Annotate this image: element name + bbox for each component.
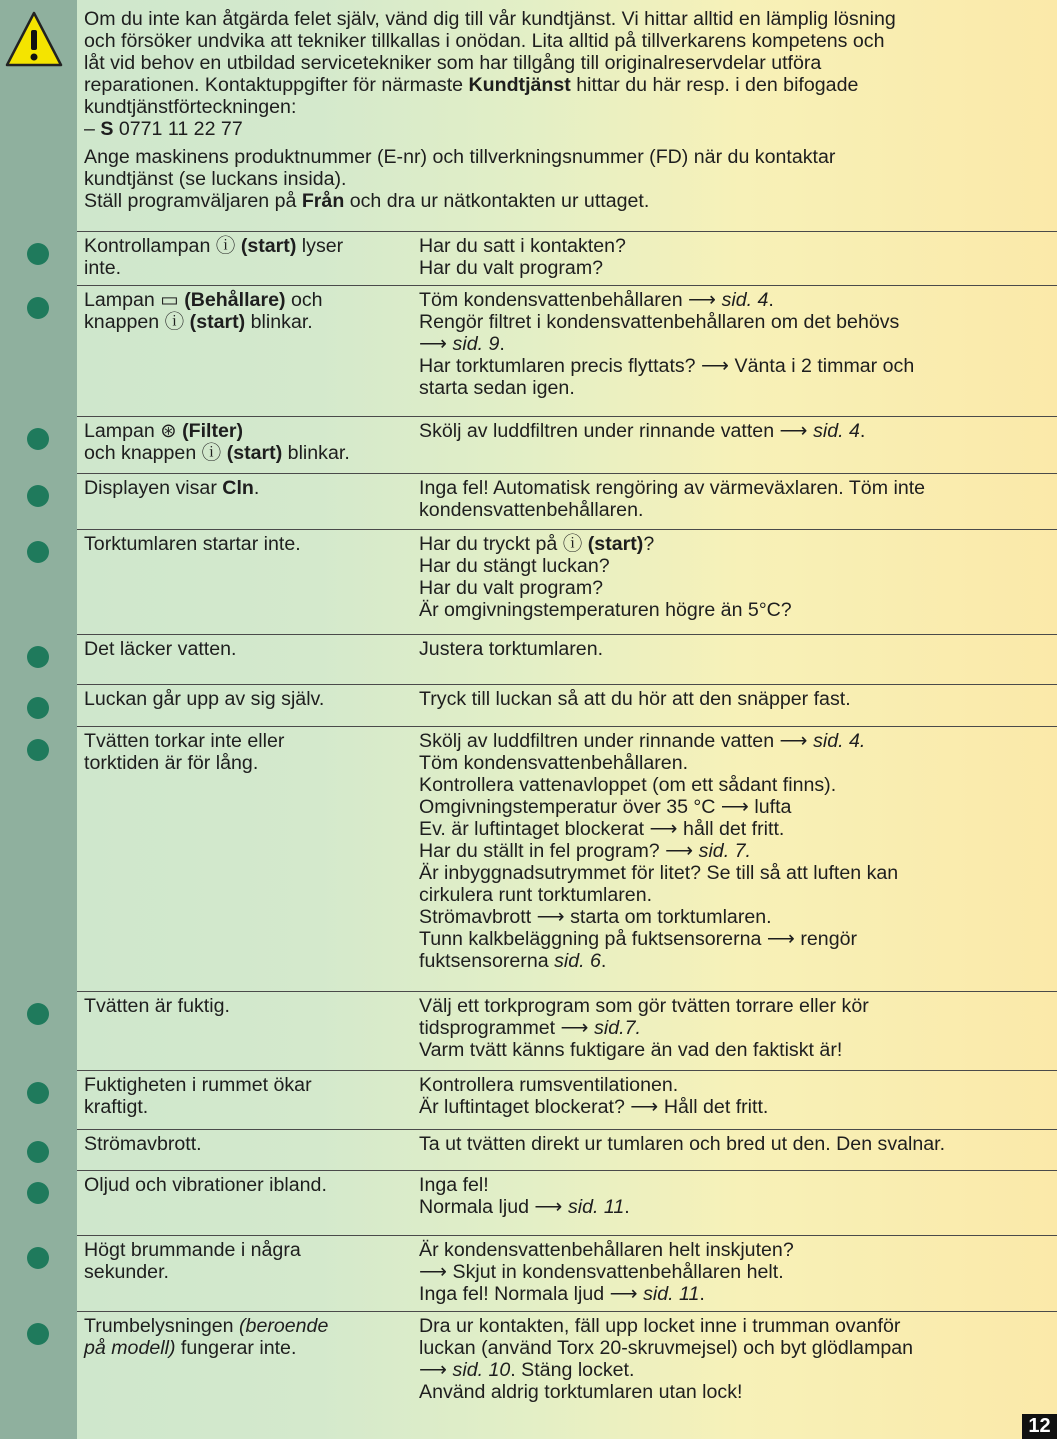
table-row (77, 1170, 1057, 1236)
bullet-dot (27, 1323, 49, 1345)
table-row (77, 285, 1057, 417)
solution-cell: Välj ett torkprogram som gör tvätten torrare eller kör tidsprogrammet ⟶ sid.7. Varm tvätt känns fuktigare än vad den faktiskt är! (419, 995, 869, 1061)
problem-cell: Torktumlaren startar inte. (84, 533, 301, 555)
problem-cell: Oljud och vibrationer ibland. (84, 1174, 327, 1196)
intro-line: Ange maskinens produktnummer (E-nr) och tillverkningsnummer (FD) när du kontaktar (84, 146, 836, 168)
solution-cell: Töm kondensvattenbehållaren ⟶ sid. 4. Rengör filtret i kondensvattenbehållaren om det behövs ⟶ sid. 9. Har torktumlaren precis flyttats? ⟶ Vänta i 2 timmar och starta sedan igen. (419, 289, 915, 399)
problem-cell: Trumbelysningen (beroende på modell) fungerar inte. (84, 1315, 329, 1359)
solution-cell: Justera torktumlaren. (419, 638, 604, 660)
bullet-dot (27, 428, 49, 450)
bullet-dot (27, 297, 49, 319)
table-row (77, 1235, 1057, 1312)
bullet-dot (27, 485, 49, 507)
phone-number: – S 0771 11 22 77 (84, 118, 243, 140)
bullet-dot (27, 697, 49, 719)
table-row (77, 473, 1057, 530)
problem-cell: Fuktigheten i rummet ökar kraftigt. (84, 1074, 312, 1118)
table-row (77, 1070, 1057, 1130)
table-row (77, 684, 1057, 727)
problem-cell: Luckan går upp av sig själv. (84, 688, 325, 710)
intro-line: låt vid behov en utbildad servicetekniker som har tillgång till originalreservdelar utföra (84, 52, 822, 74)
problem-cell: Displayen visar Cln. (84, 477, 260, 499)
solution-cell: Tryck till luckan så att du hör att den snäpper fast. (419, 688, 851, 710)
table-row (77, 416, 1057, 474)
table-row (77, 634, 1057, 685)
table-row (77, 1311, 1057, 1440)
table-row (77, 991, 1057, 1071)
bullet-dot (27, 739, 49, 761)
intro-text (84, 8, 1052, 212)
table-row (77, 529, 1057, 635)
intro-line: och försöker undvika att tekniker tillkallas i onödan. Lita alltid på tillverkarens kompetens och (84, 30, 885, 52)
bullet-dot (27, 1082, 49, 1104)
problem-cell: Lampan ⊛ (Filter) och knappen ⓘ (start) blinkar. (84, 420, 350, 464)
solution-cell: Har du satt i kontakten? Har du valt program? (419, 235, 626, 279)
sidebar-strip (0, 0, 77, 1439)
solution-cell: Dra ur kontakten, fäll upp locket inne i trumman ovanför luckan (använd Torx 20-skruvmejsel) och byt glödlampan ⟶ sid. 10. Stäng locket. Använd aldrig torktumlaren utan lock! (419, 1315, 914, 1403)
bullet-dot (27, 1141, 49, 1163)
table-row (77, 726, 1057, 992)
table-row (77, 231, 1057, 286)
problem-cell: Tvätten torkar inte eller torktiden är för lång. (84, 730, 285, 774)
solution-cell: Skölj av luddfiltren under rinnande vatten ⟶ sid. 4. (419, 420, 866, 442)
solution-cell: Inga fel! Automatisk rengöring av värmeväxlaren. Töm inte kondensvattenbehållaren. (419, 477, 926, 521)
solution-cell: Kontrollera rumsventilationen. Är luftintaget blockerat? ⟶ Håll det fritt. (419, 1074, 769, 1118)
solution-cell: Har du tryckt på ⓘ (start)? Har du stängt luckan? Har du valt program? Är omgivningstemperaturen högre än 5°C? (419, 533, 792, 621)
solution-cell: Ta ut tvätten direkt ur tumlaren och bred ut den. Den svalnar. (419, 1133, 946, 1155)
bullet-dot (27, 1247, 49, 1269)
bullet-dot (27, 1003, 49, 1025)
problem-cell: Högt brummande i några sekunder. (84, 1239, 301, 1283)
intro-line: kundtjänst (se luckans insida). (84, 168, 347, 190)
intro-line: reparationen. Kontaktuppgifter för närmaste Kundtjänst hittar du här resp. i den bifogade (84, 74, 859, 96)
problem-cell: Strömavbrott. (84, 1133, 202, 1155)
troubleshooting-content (77, 0, 1057, 1439)
solution-cell: Skölj av luddfiltren under rinnande vatten ⟶ sid. 4. Töm kondensvattenbehållaren. Kontrollera vattenavloppet (om ett sådant finns). Omgivningstemperatur över 35 °C ⟶ lufta Ev. är luftintaget blockerat ⟶ håll det fritt. Har du ställt in fel program? ⟶ sid. 7. Är inbyggnadsutrymmet för litet? Se till så att luften kan cirkulera runt torktumlaren. Strömavbrott ⟶ starta om torktumlaren. Tunn kalkbeläggning på fuktsensorerna ⟶ rengör fuktsensorerna sid. 6. (419, 730, 899, 972)
bullet-dot (27, 541, 49, 563)
bullet-dot (27, 646, 49, 668)
solution-cell: Är kondensvattenbehållaren helt inskjuten? ⟶ Skjut in kondensvattenbehållaren helt. Inga fel! Normala ljud ⟶ sid. 11. (419, 1239, 794, 1305)
intro-line: Ställ programväljaren på Från och dra ur nätkontakten ur uttaget. (84, 190, 650, 212)
solution-cell: Inga fel! Normala ljud ⟶ sid. 11. (419, 1174, 630, 1218)
intro-line: Om du inte kan åtgärda felet själv, vänd dig till vår kundtjänst. Vi hittar alltid en lämplig lösning (84, 8, 896, 30)
warning-icon (4, 10, 64, 70)
problem-cell: Tvätten är fuktig. (84, 995, 230, 1017)
problem-cell: Kontrollampan ⓘ (start) lyser inte. (84, 235, 344, 279)
problem-cell: Lampan ▭ (Behållare) och knappen ⓘ (start) blinkar. (84, 289, 323, 333)
problem-cell: Det läcker vatten. (84, 638, 237, 660)
bullet-dot (27, 243, 49, 265)
intro-line: kundtjänstförteckningen: (84, 96, 297, 118)
table-row (77, 1129, 1057, 1171)
page-number: 12 (1022, 1414, 1057, 1439)
bullet-dot (27, 1182, 49, 1204)
